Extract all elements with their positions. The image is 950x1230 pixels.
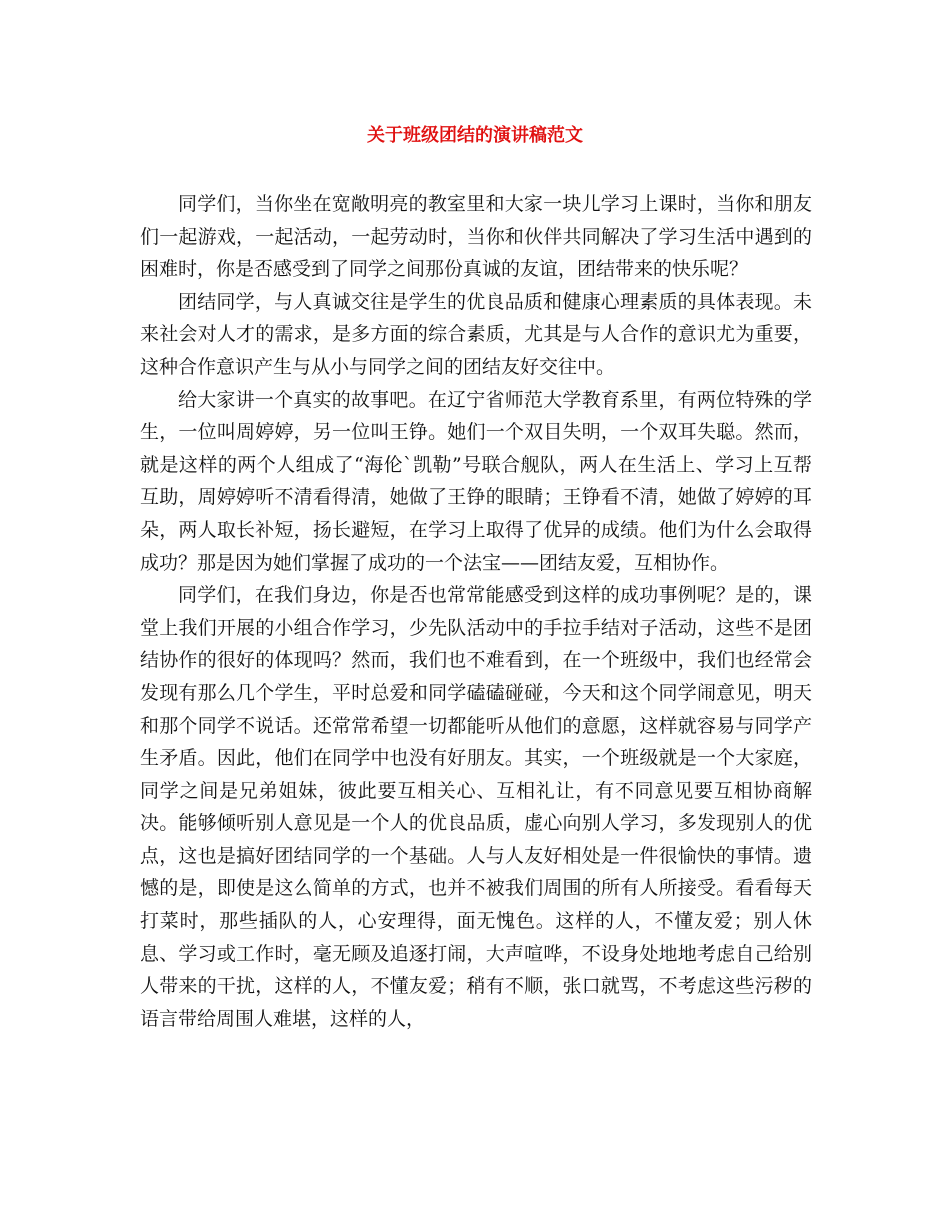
paragraph-3: 给大家讲一个真实的故事吧。在辽宁省师范大学教育系里，有两位特殊的学生，一位叫周婷婷，另一位叫王铮。她们一个双目失明，一个双耳失聪。然而，就是这样的两个人组成了“海伦`凯勒”号联合舰队，两人在生活上、学习上互帮互助，周婷婷听不清看得清，她做了王铮的眼睛；王铮看不清，她做了婷婷的耳朵，两人取长补短，扬长避短，在学习上取得了优异的成绩。他们为什么会取得成功？那是因为她们掌握了成功的一个法宝——团结友爱，互相协作。 — [140, 388, 812, 574]
paragraph-1: 同学们，当你坐在宽敞明亮的教室里和大家一块儿学习上课时，当你和朋友们一起游戏，一起活动，一起劳动时，当你和伙伴共同解决了学习生活中遇到的困难时，你是否感受到了同学之间那份真诚的友谊，团结带来的快乐呢？ — [140, 193, 812, 281]
document-title: 关于班级团结的演讲稿范文 — [367, 125, 583, 146]
paragraph-2: 团结同学，与人真诚交往是学生的优良品质和健康心理素质的具体表现。未来社会对人才的需求，是多方面的综合素质，尤其是与人合作的意识尤为重要，这种合作意识产生与从小与同学之间的团结友好交往中。 — [140, 290, 812, 378]
document-body — [140, 188, 812, 1035]
paragraph-4: 同学们，在我们身边，你是否也常常能感受到这样的成功事例呢？是的，课堂上我们开展的小组合作学习，少先队活动中的手拉手结对子活动，这些不是团结协作的很好的体现吗？然而，我们也不难看到，在一个班级中，我们也经常会发现有那么几个学生，平时总爱和同学磕磕碰碰，今天和这个同学闹意见，明天和那个同学不说话。还常常希望一切都能听从他们的意愿，这样就容易与同学产生矛盾。因此，他们在同学中也没有好朋友。其实，一个班级就是一个大家庭，同学之间是兄弟姐妹，彼此要互相关心、互相礼让，有不同意见要互相协商解决。能够倾听别人意见是一个人的优良品质，虚心向别人学习，多发现别人的优点，这也是搞好团结同学的一个基础。人与人友好相处是一件很愉快的事情。遗憾的是，即使是这么简单的方式，也并不被我们周围的所有人所接受。看看每天打菜时，那些插队的人，心安理得，面无愧色。这样的人，不懂友爱；别人休息、学习或工作时，毫无顾及追逐打闹，大声喧哗，不设身处地地考虑自己给别人带来的干扰，这样的人，不懂友爱；稍有不顺，张口就骂，不考虑这些污秽的语言带给周围人难堪，这样的人， — [140, 584, 812, 1030]
